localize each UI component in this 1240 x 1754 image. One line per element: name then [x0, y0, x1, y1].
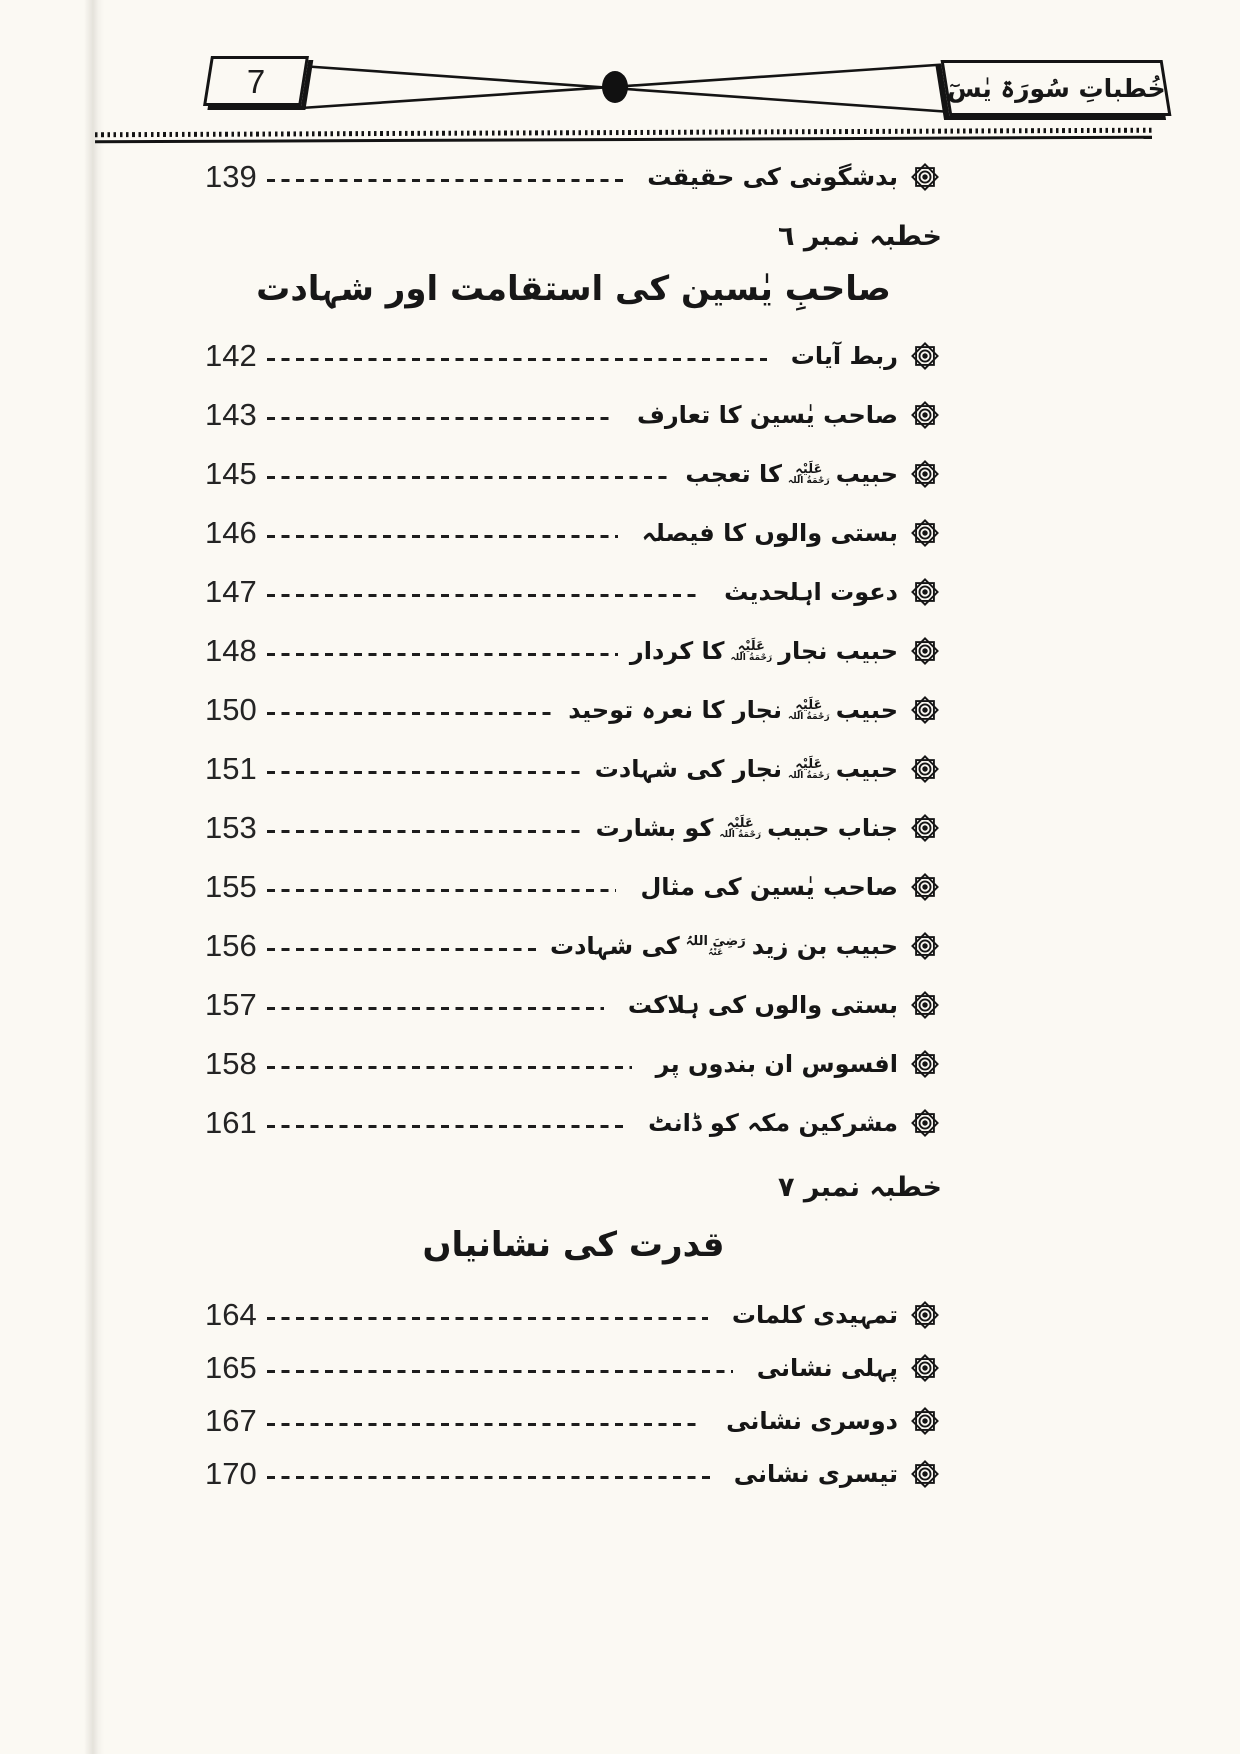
toc-entry-title: دعوت اہلحدیث	[724, 578, 898, 606]
dashed-leader	[267, 1125, 624, 1128]
toc-entry-page-number: 150	[205, 692, 257, 727]
toc-entry-row	[205, 1044, 942, 1084]
dashed-leader	[267, 771, 583, 774]
dashed-leader	[267, 417, 613, 420]
toc-entry-page-number: 165	[205, 1350, 257, 1385]
flower-ornament-icon	[908, 1404, 942, 1438]
toc-entry-row	[205, 572, 942, 612]
dashed-leader	[267, 358, 767, 361]
toc-entry-page-number: 170	[205, 1456, 257, 1491]
flower-ornament-icon	[908, 339, 942, 373]
toc-entry-page-number: 147	[205, 574, 257, 609]
toc-entry-title: صاحب یٰسین کی مثال	[640, 873, 898, 901]
center-dot-icon	[602, 71, 628, 103]
toc-entry-title: پہلی نشانی	[756, 1354, 898, 1382]
toc-entry-page-number: 153	[205, 810, 257, 845]
honorific-text: عَلَيْہِ رَحْمَةُ اللہ	[787, 462, 830, 487]
toc-entry-row	[205, 336, 942, 376]
toc-entry-page-number: 161	[205, 1105, 257, 1140]
toc-entry-title: حبیب عَلَيْہِ رَحْمَةُ اللہ ‏نجار کی شہادت	[594, 755, 898, 783]
dashed-leader	[267, 653, 618, 656]
toc-entry-title: تیسری نشانی	[733, 1460, 898, 1488]
toc-entry-page-number: 146	[205, 515, 257, 550]
dashed-leader	[267, 1423, 702, 1426]
flower-ornament-icon	[908, 1351, 942, 1385]
toc-entry-title: افسوس ان بندوں پر	[655, 1050, 898, 1078]
toc-entry-title: حبیب نجار عَلَيْہِ رَحْمَةُ اللہ ‏کا کردار	[629, 637, 898, 665]
toc-entry-row	[205, 513, 942, 553]
page-number-box	[203, 56, 309, 106]
dashed-leader	[267, 948, 538, 951]
toc-entry-row	[205, 808, 942, 848]
toc-entry-page-number: 155	[205, 869, 257, 904]
flower-ornament-icon	[908, 693, 942, 727]
toc-entry-row	[205, 1295, 942, 1335]
toc-entry-row	[205, 1401, 942, 1441]
flower-ornament-icon	[908, 1047, 942, 1081]
dashed-leader	[267, 1007, 604, 1010]
toc-entry-title: صاحب یٰسین کا تعارف	[636, 401, 898, 429]
header-rule	[95, 128, 1152, 144]
toc-entry-page-number: 145	[205, 456, 257, 491]
khutba-section-subtitle: قدرت کی نشانیاں	[422, 1225, 725, 1265]
solid-rule	[95, 136, 1152, 144]
flower-ornament-icon	[908, 1298, 942, 1332]
honorific-text: عَلَيْہِ رَحْمَةُ اللہ	[787, 757, 830, 782]
flower-ornament-icon	[908, 1457, 942, 1491]
khutba-section-heading: خطبہ نمبر ٧	[778, 1171, 942, 1203]
flower-ornament-icon	[908, 752, 942, 786]
toc-entry-title: مشرکین مکہ کو ڈانٹ	[648, 1109, 898, 1137]
toc-entry-title: بدشگونی کی حقیقت	[647, 163, 898, 191]
toc-entry-row	[205, 1348, 942, 1388]
flower-ornament-icon	[908, 811, 942, 845]
honorific-text: رَضِیَ اللہُ عَنْہُ	[685, 934, 746, 959]
toc-entry-row	[205, 690, 942, 730]
toc-entry-title: ربط آیات	[790, 342, 898, 370]
flower-ornament-icon	[908, 870, 942, 904]
toc-entry-title: جناب حبیب عَلَيْہِ رَحْمَةُ اللہ ‏کو بشارت	[595, 814, 898, 842]
toc-entry-title: حبیب عَلَيْہِ رَحْمَةُ اللہ ‏نجار کا نعرہ توحید	[568, 696, 898, 724]
flower-ornament-icon	[908, 398, 942, 432]
toc-entry-row	[205, 454, 942, 494]
honorific-text: عَلَيْہِ رَحْمَةُ اللہ	[730, 639, 773, 664]
toc-entry-page-number: 151	[205, 751, 257, 786]
toc-entry-row	[205, 867, 942, 907]
toc-entry-title: حبیب عَلَيْہِ رَحْمَةُ اللہ ‏کا تعجب	[685, 460, 898, 488]
dashed-leader	[267, 712, 557, 715]
toc-entry-row	[205, 631, 942, 671]
toc-entry-title: دوسری نشانی	[726, 1407, 898, 1435]
honorific-text: عَلَيْہِ رَحْمَةُ اللہ	[719, 816, 762, 841]
book-title-banner	[941, 60, 1172, 116]
book-title: خُطباتِ سُورَۃ یٰسٓ	[946, 73, 1166, 103]
khutba-section-subtitle: صاحبِ یٰسین کی استقامت اور شہادت	[256, 268, 891, 309]
dashed-leader	[267, 830, 584, 833]
toc-entry-page-number: 167	[205, 1403, 257, 1438]
toc-entry-title: تمہیدی کلمات	[731, 1301, 898, 1329]
flower-ornament-icon	[908, 988, 942, 1022]
toc-entry-page-number: 139	[205, 159, 257, 194]
flower-ornament-icon	[908, 929, 942, 963]
flower-ornament-icon	[908, 1106, 942, 1140]
toc-entry-title: بستی والوں کا فیصلہ	[641, 519, 898, 547]
scan-edge-shadow	[84, 0, 104, 1754]
toc-entry-page-number: 158	[205, 1046, 257, 1081]
flower-ornament-icon	[908, 457, 942, 491]
dashed-leader	[267, 1370, 733, 1373]
toc-list	[205, 157, 942, 1494]
toc-entry-page-number: 148	[205, 633, 257, 668]
flower-ornament-icon	[908, 634, 942, 668]
toc-entry-row	[205, 1454, 942, 1494]
toc-entry-row	[205, 1103, 942, 1143]
page-header	[95, 50, 1166, 124]
toc-entry-title: حبیب بن زید رَضِیَ اللہُ عَنْہُ ‏کی شہادت	[549, 932, 898, 960]
flower-ornament-icon	[908, 575, 942, 609]
toc-entry-page-number: 143	[205, 397, 257, 432]
khutba-section-heading: خطبہ نمبر ٦	[778, 220, 942, 252]
dashed-leader	[267, 179, 623, 182]
flower-ornament-icon	[908, 160, 942, 194]
toc-entry-row	[205, 395, 942, 435]
dashed-leader	[267, 594, 700, 597]
dashed-leader	[267, 535, 618, 538]
toc-entry-page-number: 156	[205, 928, 257, 963]
honorific-text: عَلَيْہِ رَحْمَةُ اللہ	[787, 698, 830, 723]
flower-ornament-icon	[908, 516, 942, 550]
toc-entry-row	[205, 926, 942, 966]
dashed-leader	[267, 1066, 632, 1069]
toc-entry-page-number: 157	[205, 987, 257, 1022]
toc-entry-page-number: 142	[205, 338, 257, 373]
toc-entry-row	[205, 985, 942, 1025]
dashed-leader	[267, 476, 674, 479]
dashed-leader	[267, 889, 617, 892]
toc-entry-row	[205, 157, 942, 197]
toc-entry-title: بستی والوں کی ہلاکت	[627, 991, 898, 1019]
dashed-leader	[267, 1317, 708, 1320]
dashed-leader	[267, 1476, 710, 1479]
toc-entry-row	[205, 749, 942, 789]
page-number: 7	[246, 62, 266, 100]
toc-entry-page-number: 164	[205, 1297, 257, 1332]
